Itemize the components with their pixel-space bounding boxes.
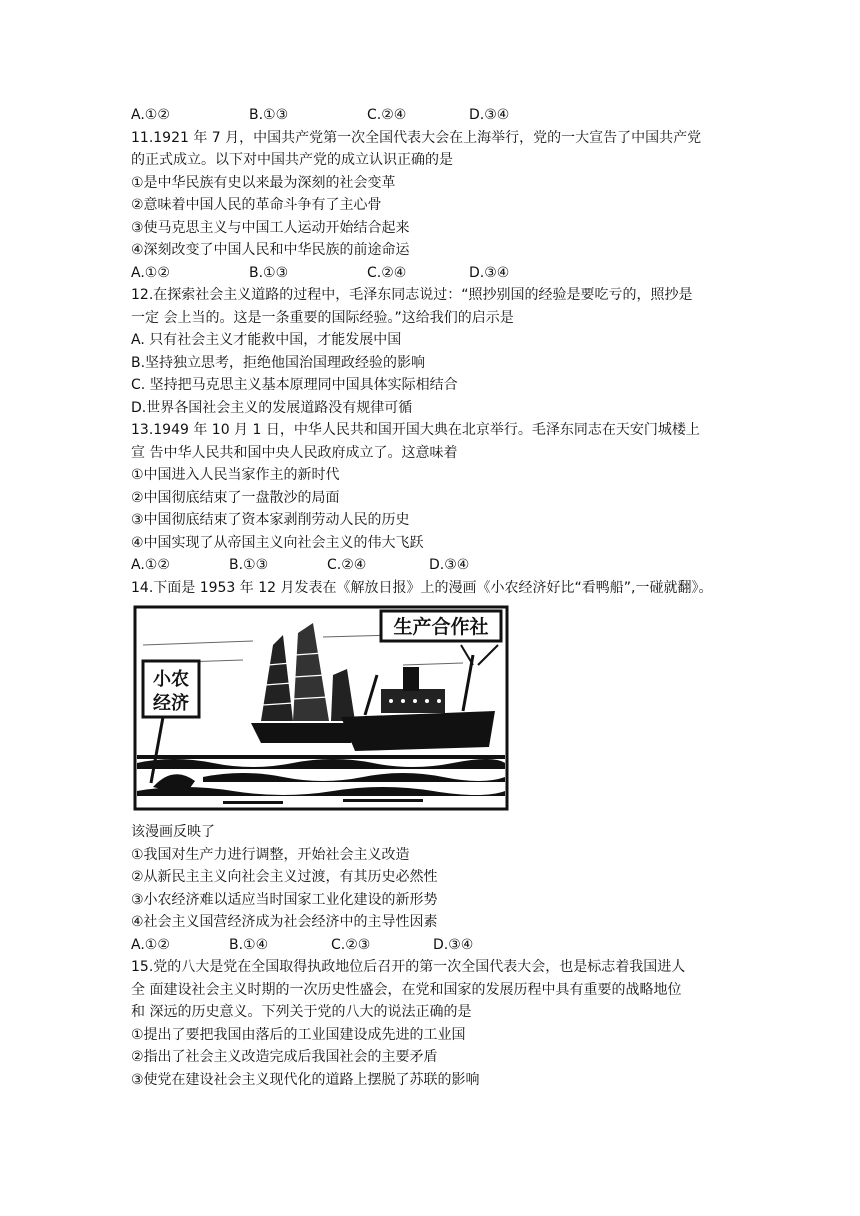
option-d: D.③④ — [433, 936, 474, 953]
choice-b: B.坚持独立思考，拒绝他国治国理政经验的影响 — [131, 354, 426, 371]
statement-item: ②意味着中国人民的革命斗争有了主心骨 — [131, 197, 382, 213]
question-stem: 15.党的八大是党在全国取得执政地位后召开的第一次全国代表大会，也是标志着我国进人 — [131, 959, 686, 975]
option-d: D.③④ — [429, 557, 470, 573]
question-stem: 全 面建设社会主义时期的一次历史性盛会，在党和国家的发展历程中具有重要的战略地位 — [131, 981, 682, 998]
option-c: C.②③ — [331, 936, 371, 953]
question-stem: 宣 告中华人民共和国中央人民政府成立了。这意味着 — [131, 444, 458, 461]
small-farm-sign-line2: 经济 — [153, 693, 189, 714]
option-c: C.②④ — [367, 107, 407, 123]
option-b: B.①④ — [229, 936, 269, 953]
statement-item: ②中国彻底结束了一盘散沙的局面 — [131, 489, 340, 506]
statement-item: ①我国对生产力进行调整，开始社会主义改造 — [131, 846, 410, 863]
q13-options — [131, 554, 731, 577]
statement-item: ④中国实现了从帝国主义向社会主义的伟大飞跃 — [131, 534, 424, 551]
option-a: A.①② — [131, 557, 170, 573]
statement-item: ③使党在建设社会主义现代化的道路上摆脱了苏联的影响 — [131, 1071, 480, 1088]
question-13 — [131, 419, 731, 577]
cooperative-sign-label: 生产合作社 — [393, 616, 489, 638]
question-stem: 13.1949 年 10 月 1 日，中华人民共和国开国大典在北京举行。毛泽东同志在天安门城楼上 — [131, 422, 700, 438]
option-a: A.①② — [131, 936, 170, 953]
cartoon-lead: 该漫画反映了 — [131, 824, 215, 840]
q14-options — [131, 934, 731, 957]
option-a: A.①② — [131, 107, 170, 123]
statement-item: ③中国彻底结束了资本家剥削劳动人民的历史 — [131, 512, 410, 528]
statement-item: ①是中华民族有史以来最为深刻的社会变革 — [131, 174, 396, 191]
cartoon-image — [133, 605, 509, 811]
question-stem: 和 深远的历史意义。下列关于党的八大的说法正确的是 — [131, 1004, 472, 1020]
q10-options — [131, 104, 731, 127]
statement-item: ②指出了社会主义改造完成后我国社会的主要矛盾 — [131, 1049, 438, 1065]
statement-item: ③小农经济难以适应当时国家工业化建设的新形势 — [131, 891, 438, 908]
question-stem: 14.下面是 1953 年 12 月发表在《解放日报》上的漫画《小农经济好比“看鸭船”,一碰就翻》。 — [131, 579, 713, 596]
question-15 — [131, 956, 731, 1091]
question-stem: 的正式成立。以下对中国共产党的成立认识正确的是 — [131, 152, 453, 168]
question-12 — [131, 284, 731, 419]
question-stem: 12.在探索社会主义道路的过程中，毛泽东同志说过：“照抄别国的经验是要吃亏的，照抄是 — [131, 287, 693, 303]
question-11 — [131, 127, 731, 285]
choice-d: D.世界各国社会主义的发展道路没有规律可循 — [131, 399, 413, 416]
exam-page — [131, 104, 731, 1091]
statement-item: ④社会主义国营经济成为社会经济中的主导性因素 — [131, 914, 438, 930]
option-b: B.①③ — [249, 264, 289, 281]
statement-item: ②从新民主主义向社会主义过渡，有其历史必然性 — [131, 869, 438, 885]
choice-c: C. 坚持把马克思主义基本原理同中国具体实际相结合 — [131, 377, 458, 393]
option-c: C.②④ — [367, 264, 407, 281]
statement-item: ③使马克思主义与中国工人运动开始结合起来 — [131, 219, 410, 236]
choice-a: A. 只有社会主义才能救中国，才能发展中国 — [131, 332, 402, 348]
option-b: B.①③ — [229, 557, 269, 573]
option-d: D.③④ — [469, 107, 510, 123]
statement-item: ④深刻改变了中国人民和中华民族的前途命运 — [131, 242, 410, 258]
question-14 — [131, 577, 731, 957]
option-b: B.①③ — [249, 107, 289, 123]
question-stem: 11.1921 年 7 月，中国共产党第一次全国代表大会在上海举行，党的一大宣告了中国共产党 — [131, 129, 702, 146]
statement-item: ①提出了要把我国由落后的工业国建设成先进的工业国 — [131, 1026, 466, 1043]
question-stem: 一定 会上当的。这是一条重要的国际经验。”这给我们的启示是 — [131, 309, 514, 326]
q11-options — [131, 262, 731, 285]
option-d: D.③④ — [469, 264, 510, 281]
small-farm-sign-line1: 小农 — [153, 669, 189, 690]
statement-item: ①中国进入人民当家作主的新时代 — [131, 467, 340, 483]
option-a: A.①② — [131, 264, 170, 281]
option-c: C.②④ — [327, 557, 367, 573]
